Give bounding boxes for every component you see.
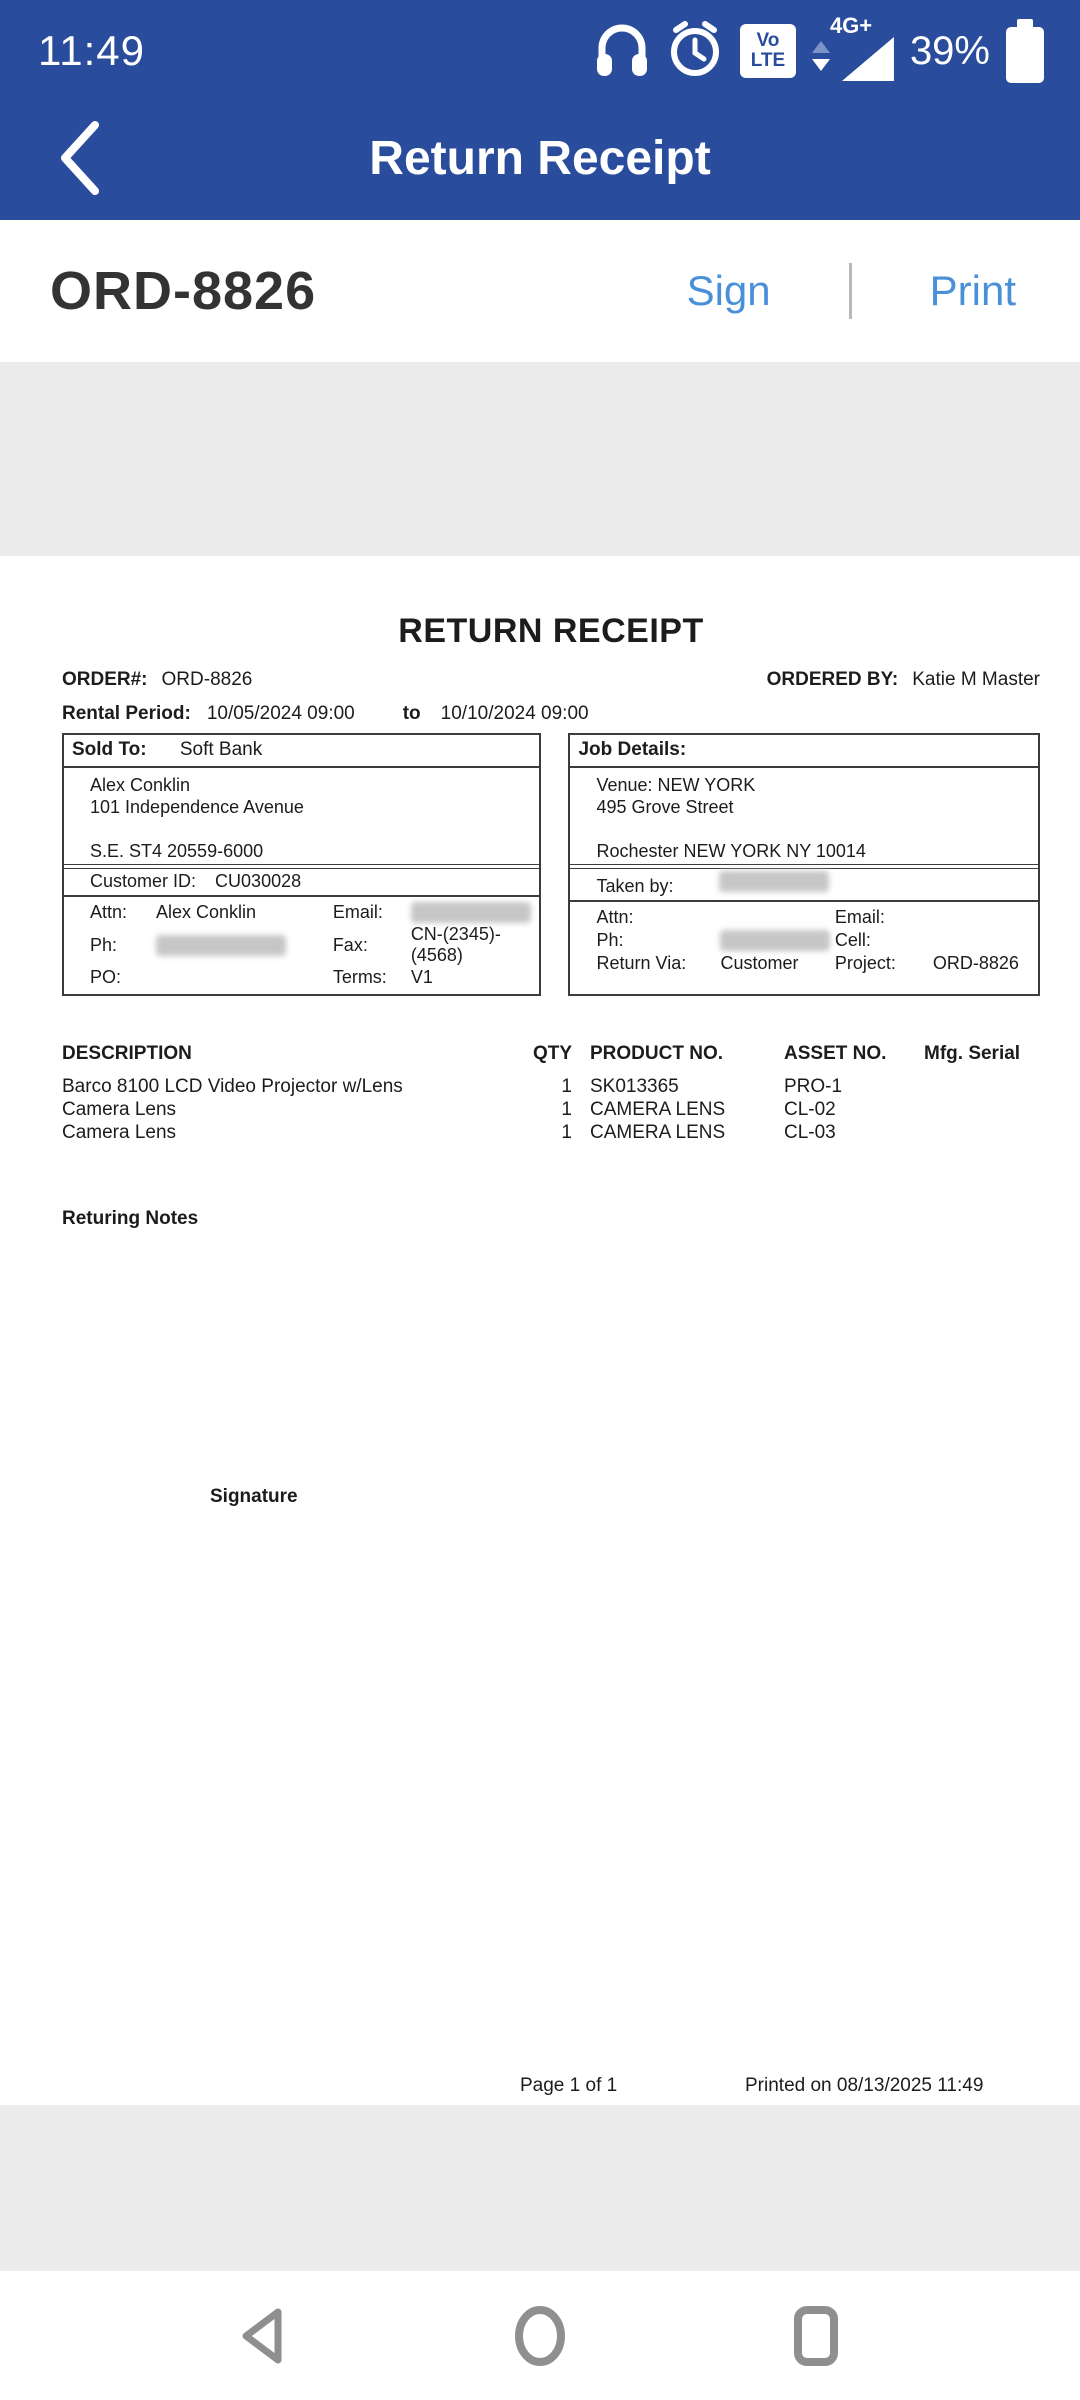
signal-4g-icon [812,13,894,81]
sign-button[interactable]: Sign [686,267,771,314]
back-triangle-icon [232,2304,296,2368]
item-asset: CL-02 [784,1099,836,1120]
customer-id-label: Customer ID: [90,871,197,891]
item-desc: Camera Lens [62,1122,177,1143]
col-header-serial: Mfg. Serial [924,1043,1021,1064]
taken-by-label: Taken by: [596,876,674,896]
po-label: PO: [90,967,122,987]
action-bar [0,220,1080,362]
app-bar [0,96,1080,220]
col-header-description: DESCRIPTION [62,1043,192,1064]
item-serial [924,1098,1040,1121]
volte-icon [740,24,796,78]
redacted-email-value [411,902,532,923]
fax-value: CN-(2345)-(4568) [410,924,501,965]
email-label: Email: [834,907,885,927]
rental-to-word: to [402,703,421,724]
rental-from-value: 10/05/2024 09:00 [206,703,355,724]
ordered-by-value: Katie M Master [912,669,1040,690]
item-asset: CL-03 [784,1122,836,1143]
terms-value: V1 [410,967,433,987]
item-product: CAMERA LENS [590,1099,726,1120]
volte-text-top: Vo [756,30,780,51]
item-qty: 1 [561,1099,572,1120]
order-number-label: ORDER#: [62,669,148,690]
col-header-qty: QTY [532,1043,572,1064]
return-via-value: Customer [720,953,799,973]
address-line: Rochester NEW YORK NY 10014 [596,841,866,861]
alarm-clock-icon [666,20,724,83]
headphones-icon [594,20,650,83]
order-row [62,669,1040,691]
item-asset: PRO-1 [784,1076,843,1097]
document-title: RETURN RECEIPT [398,612,704,650]
address-line: 101 Independence Avenue [90,797,304,817]
customer-id-value: CU030028 [215,871,302,891]
status-icons [594,13,1044,83]
redacted-phone-value [156,935,286,956]
project-value: ORD-8826 [932,953,1019,973]
email-label: Email: [332,902,383,922]
project-label: Project: [834,953,896,973]
rental-to-value: 10/10/2024 09:00 [440,703,589,724]
job-details-contacts [570,902,1038,980]
document-margin-top [0,362,1080,556]
party-boxes [62,733,1040,996]
item-product: CAMERA LENS [590,1122,726,1143]
col-header-asset: ASSET NO. [784,1043,887,1064]
address-line: 495 Grove Street [596,797,734,817]
phone-label: Ph: [90,934,118,955]
job-details-address [570,768,1038,865]
address-line: S.E. ST4 20559-6000 [90,841,264,861]
returning-notes-label: Returing Notes [62,1208,199,1229]
ordered-by-label: ORDERED BY: [766,669,899,690]
printed-timestamp: Printed on 08/13/2025 11:49 [745,2075,984,2096]
phone-label: Ph: [596,930,624,950]
rental-period-row [62,703,1040,725]
job-details-box [568,733,1040,996]
sold-to-contacts [64,897,539,994]
col-header-product: PRODUCT NO. [590,1043,723,1064]
sold-to-address [64,768,539,865]
address-line [90,818,531,840]
volte-text-bottom: LTE [750,50,786,71]
nav-home-button[interactable] [495,2291,585,2381]
nav-back-button[interactable] [219,2291,309,2381]
nav-recents-button[interactable] [771,2291,861,2381]
cell-label: Cell: [834,930,871,950]
address-line: Alex Conklin [90,775,191,795]
print-button[interactable]: Print [929,267,1016,314]
back-button[interactable] [40,110,120,206]
status-bar [0,0,1080,96]
item-qty: 1 [561,1076,572,1097]
attn-value: Alex Conklin [156,902,257,922]
item-qty: 1 [561,1122,572,1143]
job-details-label: Job Details: [578,739,687,760]
order-number-value: ORD-8826 [161,669,253,690]
item-serial [924,1075,1040,1098]
sold-to-value: Soft Bank [179,739,263,760]
battery-percent: 39% [909,28,990,73]
attn-label: Attn: [596,907,634,927]
recents-square-icon [784,2304,848,2368]
terms-label: Terms: [332,967,387,987]
sold-to-box [62,733,541,996]
page-title: Return Receipt [369,131,711,185]
network-type-label: 4G+ [829,13,873,38]
document-margin-bottom [0,2105,1080,2271]
item-desc: Camera Lens [62,1099,177,1120]
fax-label: Fax: [332,934,368,955]
rental-period-label: Rental Period: [62,703,191,724]
battery-icon [1006,19,1044,83]
sold-to-label: Sold To: [72,739,147,760]
action-buttons [687,263,1016,319]
chevron-left-icon [57,119,103,197]
order-id-heading: ORD-8826 [50,261,317,321]
signal-triangle [842,37,894,81]
item-desc: Barco 8100 LCD Video Projector w/Lens [62,1076,403,1097]
attn-label: Attn: [90,902,128,922]
redacted-taken-by-value [719,871,829,892]
item-product: SK013365 [590,1076,679,1097]
customer-id-row [64,868,539,897]
address-line: Venue: NEW YORK [596,775,756,795]
taken-by-row [570,868,1038,902]
address-line [596,818,1030,840]
action-divider [849,263,852,319]
return-via-label: Return Via: [596,953,687,973]
data-arrows-icon [812,41,830,71]
status-time: 11:49 [38,27,145,74]
signature-label: Signature [210,1486,298,1507]
android-nav-bar [0,2271,1080,2400]
document-viewport[interactable] [0,556,1080,2105]
items-table [62,1042,1040,1144]
redacted-phone-value [720,930,830,951]
item-serial [924,1121,1040,1144]
home-circle-icon [508,2304,572,2368]
page-indicator: Page 1 of 1 [520,2075,618,2096]
